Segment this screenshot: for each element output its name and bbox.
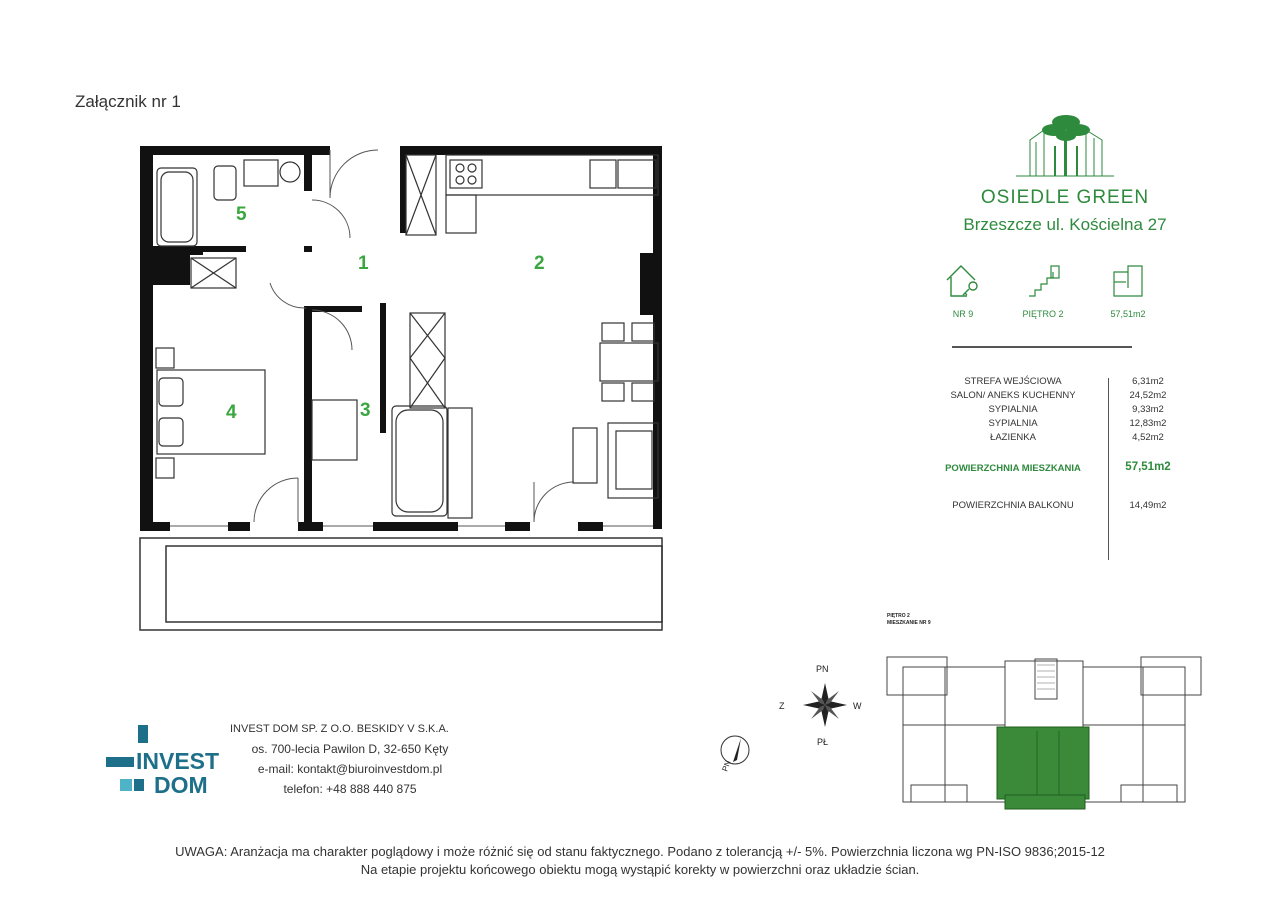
area-value: 9,33m2 (1132, 404, 1164, 415)
room-2-label: 2 (534, 253, 545, 274)
floor-plan (130, 138, 675, 638)
area-value: 24,52m2 (1129, 390, 1167, 401)
balcony-area-value: 14,49m2 (1129, 500, 1167, 511)
balcony-area-label: POWIERZCHNIA BALKONU (952, 500, 1074, 511)
brand-address: Brzeszcze ul. Kościelna 27 (963, 215, 1167, 234)
divider (952, 346, 1132, 348)
brand-block (945, 112, 1185, 235)
north-arrow-label: PN (720, 759, 733, 773)
area-value: 6,31m2 (1132, 376, 1164, 387)
area-name: STREFA WEJŚCIOWA (964, 376, 1062, 387)
disclaimer-line-2: Na etapie projektu końcowego obiektu mogą wystąpić korekty w powierzchni oraz układzie ścian. (360, 862, 920, 877)
logo-text-dom: DOM (154, 772, 208, 795)
compass-rose-icon (803, 683, 847, 727)
room-3-label: 3 (360, 400, 371, 421)
area-name: SYPIALNIA (988, 404, 1038, 415)
minimap-floor: PIĘTRO 2 (887, 613, 910, 619)
table-divider (1108, 378, 1109, 560)
invest-dom-logo (106, 725, 226, 795)
company-email[interactable]: e-mail: kontakt@biuroinvestdom.pl (257, 762, 443, 776)
company-address: os. 700-lecia Pawilon D, 32-650 Kęty (251, 742, 449, 756)
area-name: SYPIALNIA (988, 418, 1038, 429)
apartment-number-badge (928, 262, 998, 319)
house-key-icon (943, 262, 983, 300)
company-phone[interactable]: telefon: +48 888 440 875 (283, 782, 417, 796)
company-info (230, 719, 470, 799)
room-4-label: 4 (226, 402, 237, 423)
brand-name: OSIEDLE GREEN (980, 187, 1150, 208)
compass-west: Z (779, 701, 785, 711)
disclaimer (60, 843, 1220, 879)
north-arrow-icon (720, 736, 749, 773)
attachment-title: Załącznik nr 1 (75, 92, 181, 111)
compass-south: PŁ (817, 737, 829, 747)
area-value: 12,83m2 (1129, 418, 1167, 429)
area-name: SALON/ ANEKS KUCHENNY (950, 390, 1076, 401)
area-badge (1093, 262, 1163, 319)
building-minimap (705, 605, 1215, 820)
highlighted-apartment (997, 727, 1089, 799)
room-1-label: 1 (358, 253, 369, 274)
total-area-label: POWIERZCHNIA MIESZKANIA (945, 463, 1081, 474)
apartment-area: 57,51m2 (1110, 309, 1146, 319)
area-name: ŁAZIENKA (990, 432, 1036, 443)
area-value: 4,52m2 (1132, 432, 1164, 443)
minimap-apartment: MIESZKANIE NR 9 (887, 620, 931, 626)
disclaimer-line-1: UWAGA: Aranżacja ma charakter poglądowy i może różnić się od stanu faktycznego. Podano z tolerancją +/- 5%. Powierzchnia liczona wg PN-ISO 9836;2015-12 (175, 844, 1105, 859)
total-area-value: 57,51m2 (1125, 461, 1171, 473)
trees-logo-icon (1010, 112, 1120, 178)
floor-level: PIĘTRO 2 (1022, 309, 1064, 319)
logo-text-invest: INVEST (136, 748, 220, 774)
apartment-number: NR 9 (952, 309, 974, 319)
apartment-badges (928, 262, 1168, 324)
floor-badge (1008, 262, 1078, 319)
room-5-label: 5 (236, 204, 247, 225)
compass-east: W (853, 701, 862, 711)
compass-north: PN (816, 664, 829, 674)
company-name: INVEST DOM SP. Z O.O. BESKIDY V S.K.A. (230, 723, 449, 735)
floorplan-icon (1108, 262, 1148, 300)
stairs-icon (1023, 262, 1063, 300)
